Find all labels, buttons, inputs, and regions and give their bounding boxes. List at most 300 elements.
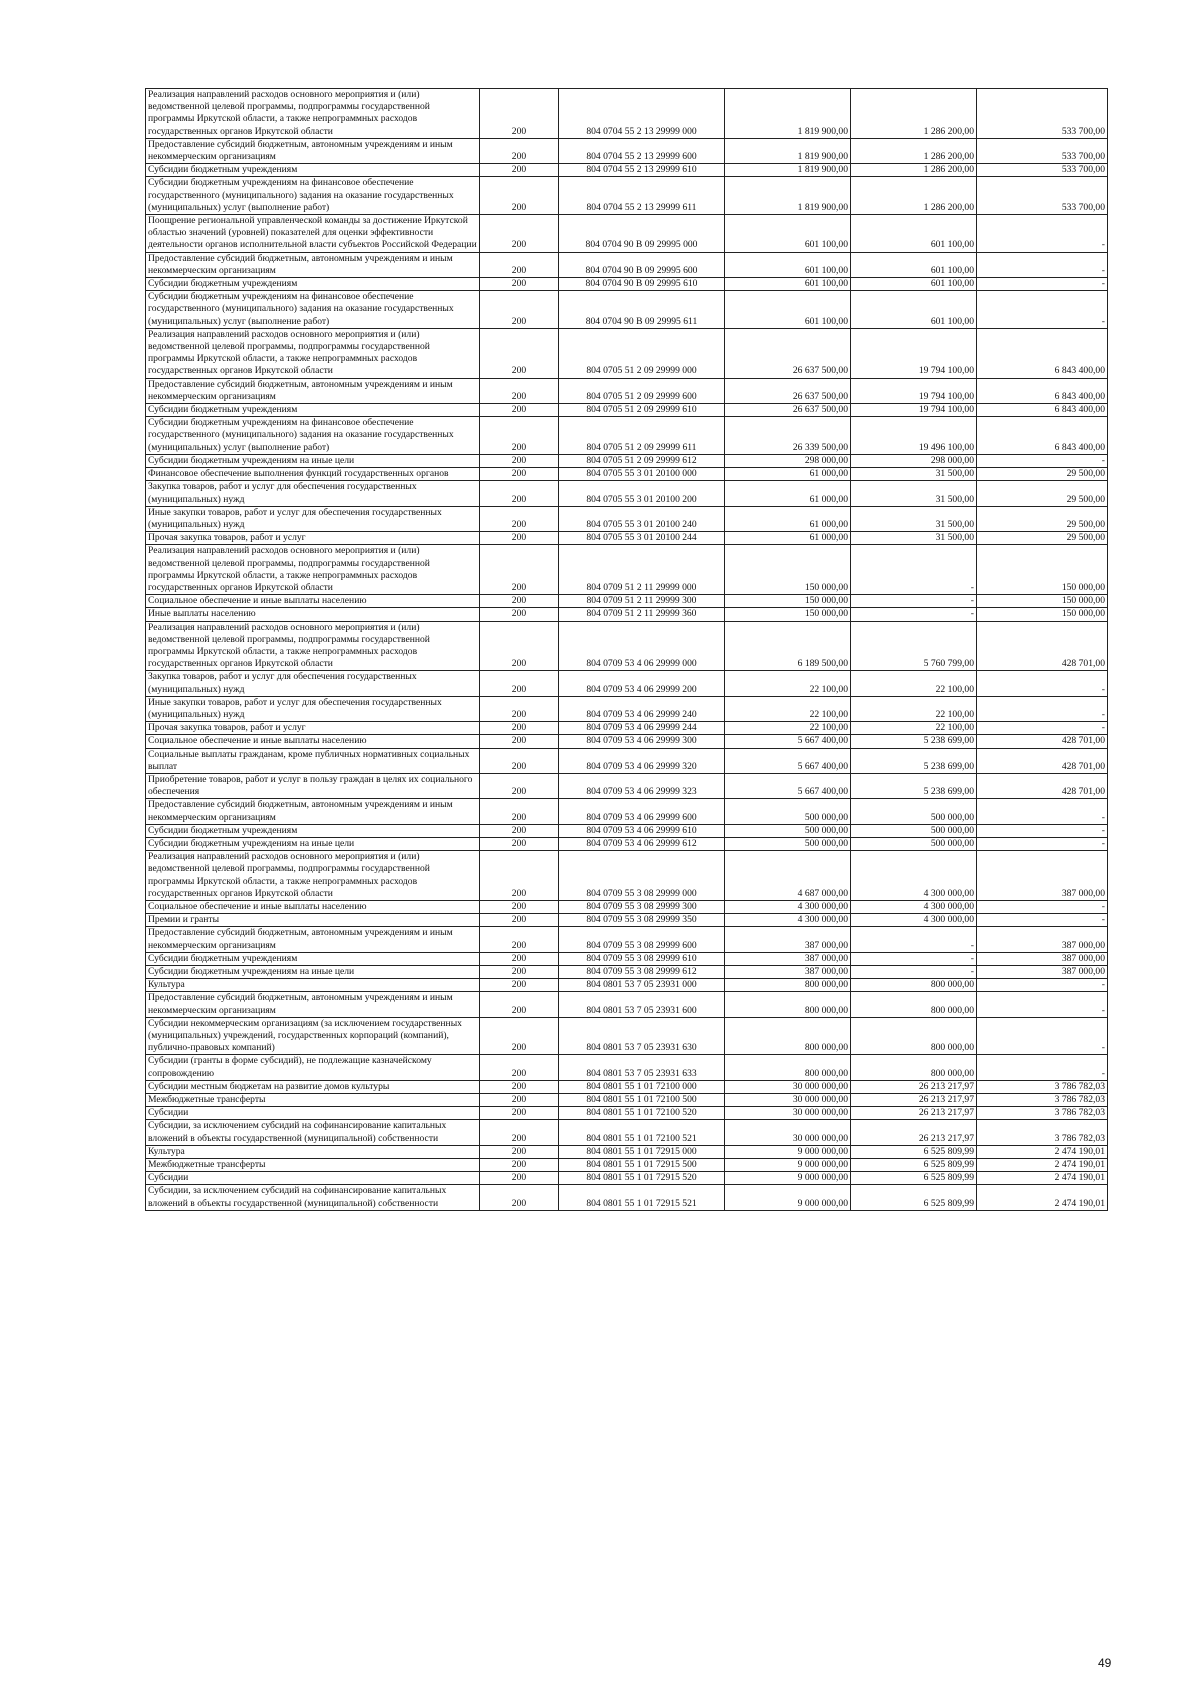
table-row	[146, 89, 1108, 139]
row-amount-total: 30 000 000,00	[725, 1080, 851, 1093]
row-amount-executed: 22 100,00	[851, 696, 977, 721]
row-amount-executed: 19 794 100,00	[851, 378, 977, 403]
row-amount-executed: -	[851, 927, 977, 952]
table-row	[146, 722, 1108, 735]
row-description: Субсидии местным бюджетам на развитие домов культуры	[146, 1080, 480, 1093]
row-amount-total: 9 000 000,00	[725, 1159, 851, 1172]
row-amount-remaining: 29 500,00	[977, 532, 1108, 545]
table-row	[146, 952, 1108, 965]
row-amount-total: 500 000,00	[725, 799, 851, 824]
row-csr-code: 804 0709 53 4 06 29999 200	[559, 671, 725, 696]
row-code: 200	[480, 595, 559, 608]
row-amount-total: 9 000 000,00	[725, 1185, 851, 1210]
row-code: 200	[480, 914, 559, 927]
row-amount-executed: 19 794 100,00	[851, 328, 977, 378]
row-amount-remaining: 29 500,00	[977, 506, 1108, 531]
row-amount-total: 500 000,00	[725, 837, 851, 850]
row-code: 200	[480, 735, 559, 748]
row-amount-total: 26 637 500,00	[725, 328, 851, 378]
table-row	[146, 215, 1108, 253]
row-code: 200	[480, 532, 559, 545]
row-code: 200	[480, 506, 559, 531]
row-amount-executed: 19 794 100,00	[851, 404, 977, 417]
row-code: 200	[480, 378, 559, 403]
row-description: Реализация направлений расходов основного мероприятия и (или) ведомственной целевой программы, подпрограммы государственной программы Иркутской области, а также непрограммных расходов государственных органов Иркутской области	[146, 328, 480, 378]
row-csr-code: 804 0709 53 4 06 29999 240	[559, 696, 725, 721]
row-code: 200	[480, 138, 559, 163]
row-amount-executed: 1 286 200,00	[851, 164, 977, 177]
row-amount-total: 387 000,00	[725, 966, 851, 979]
row-code: 200	[480, 215, 559, 253]
row-description: Социальные выплаты гражданам, кроме публичных нормативных социальных выплат	[146, 748, 480, 773]
row-amount-total: 601 100,00	[725, 278, 851, 291]
row-description: Закупка товаров, работ и услуг для обеспечения государственных (муниципальных) нужд	[146, 481, 480, 506]
row-amount-total: 4 300 000,00	[725, 914, 851, 927]
row-amount-total: 5 667 400,00	[725, 735, 851, 748]
row-amount-total: 22 100,00	[725, 696, 851, 721]
row-description: Реализация направлений расходов основного мероприятия и (или) ведомственной целевой программы, подпрограммы государственной программы Иркутской области, а также непрограммных расходов государственных органов Иркутской области	[146, 851, 480, 901]
row-amount-executed: 22 100,00	[851, 722, 977, 735]
row-csr-code: 804 0801 53 7 05 23931 600	[559, 992, 725, 1017]
row-amount-total: 61 000,00	[725, 532, 851, 545]
row-description: Субсидии	[146, 1172, 480, 1185]
row-code: 200	[480, 979, 559, 992]
table-row	[146, 851, 1108, 901]
row-code: 200	[480, 824, 559, 837]
row-amount-remaining: 6 843 400,00	[977, 404, 1108, 417]
row-code: 200	[480, 291, 559, 329]
row-csr-code: 804 0704 90 В 09 29995 610	[559, 278, 725, 291]
row-description: Культура	[146, 979, 480, 992]
row-amount-remaining: 533 700,00	[977, 138, 1108, 163]
row-amount-remaining: -	[977, 696, 1108, 721]
row-amount-total: 800 000,00	[725, 1055, 851, 1080]
row-amount-remaining: 533 700,00	[977, 177, 1108, 215]
table-row	[146, 1107, 1108, 1120]
row-amount-remaining: -	[977, 1055, 1108, 1080]
row-description: Субсидии бюджетным учреждениям на иные цели	[146, 966, 480, 979]
row-csr-code: 804 0709 55 3 08 29999 610	[559, 952, 725, 965]
row-amount-total: 26 637 500,00	[725, 404, 851, 417]
row-csr-code: 804 0705 55 3 01 20100 240	[559, 506, 725, 531]
row-description: Субсидии бюджетным учреждениям	[146, 952, 480, 965]
row-amount-executed: 31 500,00	[851, 506, 977, 531]
table-row	[146, 454, 1108, 467]
row-description: Реализация направлений расходов основного мероприятия и (или) ведомственной целевой программы, подпрограммы государственной программы Иркутской области, а также непрограммных расходов государственных органов Иркутской области	[146, 89, 480, 139]
table-row	[146, 837, 1108, 850]
row-csr-code: 804 0801 55 1 01 72100 000	[559, 1080, 725, 1093]
row-amount-executed: 601 100,00	[851, 215, 977, 253]
row-amount-executed: -	[851, 966, 977, 979]
row-amount-executed: 500 000,00	[851, 837, 977, 850]
row-amount-remaining: 3 786 782,03	[977, 1120, 1108, 1145]
row-csr-code: 804 0705 51 2 09 29999 611	[559, 417, 725, 455]
table-row	[146, 1017, 1108, 1055]
table-row	[146, 979, 1108, 992]
row-amount-remaining: -	[977, 914, 1108, 927]
row-code: 200	[480, 1120, 559, 1145]
row-amount-executed: 6 525 809,99	[851, 1159, 977, 1172]
row-amount-remaining: -	[977, 722, 1108, 735]
row-amount-total: 387 000,00	[725, 952, 851, 965]
row-description: Субсидии бюджетным учреждениям	[146, 404, 480, 417]
row-amount-total: 4 300 000,00	[725, 901, 851, 914]
row-amount-remaining: -	[977, 799, 1108, 824]
row-amount-remaining: 387 000,00	[977, 927, 1108, 952]
row-csr-code: 804 0801 55 1 01 72100 520	[559, 1107, 725, 1120]
row-amount-remaining: -	[977, 454, 1108, 467]
row-amount-executed: 5 760 799,00	[851, 621, 977, 671]
row-csr-code: 804 0705 55 3 01 20100 244	[559, 532, 725, 545]
row-description: Предоставление субсидий бюджетным, автономным учреждениям и иным некоммерческим организациям	[146, 378, 480, 403]
row-amount-total: 150 000,00	[725, 608, 851, 621]
row-amount-executed: 601 100,00	[851, 291, 977, 329]
row-amount-remaining: 428 701,00	[977, 773, 1108, 798]
row-amount-remaining: 2 474 190,01	[977, 1159, 1108, 1172]
table-row	[146, 992, 1108, 1017]
table-row	[146, 278, 1108, 291]
row-amount-executed: -	[851, 595, 977, 608]
row-amount-remaining: 428 701,00	[977, 735, 1108, 748]
table-row	[146, 532, 1108, 545]
row-amount-remaining: 29 500,00	[977, 468, 1108, 481]
row-csr-code: 804 0705 55 3 01 20100 000	[559, 468, 725, 481]
row-description: Предоставление субсидий бюджетным, автономным учреждениям и иным некоммерческим организациям	[146, 992, 480, 1017]
row-amount-total: 22 100,00	[725, 671, 851, 696]
table-row	[146, 1080, 1108, 1093]
row-amount-remaining: -	[977, 979, 1108, 992]
row-code: 200	[480, 992, 559, 1017]
table-row	[146, 901, 1108, 914]
row-amount-total: 1 819 900,00	[725, 89, 851, 139]
table-row	[146, 927, 1108, 952]
row-amount-total: 601 100,00	[725, 215, 851, 253]
row-amount-total: 150 000,00	[725, 545, 851, 595]
row-amount-remaining: -	[977, 1017, 1108, 1055]
row-amount-executed: 26 213 217,97	[851, 1120, 977, 1145]
row-amount-executed: 601 100,00	[851, 252, 977, 277]
row-code: 200	[480, 252, 559, 277]
row-code: 200	[480, 1055, 559, 1080]
row-description: Культура	[146, 1145, 480, 1158]
row-amount-remaining: 3 786 782,03	[977, 1107, 1108, 1120]
row-code: 200	[480, 481, 559, 506]
row-amount-executed: 31 500,00	[851, 481, 977, 506]
row-amount-total: 61 000,00	[725, 481, 851, 506]
row-amount-total: 1 819 900,00	[725, 164, 851, 177]
row-description: Субсидии, за исключением субсидий на софинансирование капитальных вложений в объекты государственной (муниципальной) собственности	[146, 1120, 480, 1145]
row-csr-code: 804 0709 55 3 08 29999 000	[559, 851, 725, 901]
table-row	[146, 595, 1108, 608]
row-amount-executed: 5 238 699,00	[851, 735, 977, 748]
row-amount-remaining: -	[977, 291, 1108, 329]
row-description: Субсидии	[146, 1107, 480, 1120]
row-amount-remaining: 150 000,00	[977, 545, 1108, 595]
row-amount-executed: 1 286 200,00	[851, 138, 977, 163]
row-amount-executed: 26 213 217,97	[851, 1107, 977, 1120]
table-row	[146, 799, 1108, 824]
row-csr-code: 804 0709 51 2 11 29999 300	[559, 595, 725, 608]
row-code: 200	[480, 1094, 559, 1107]
row-code: 200	[480, 1107, 559, 1120]
row-amount-remaining: 150 000,00	[977, 595, 1108, 608]
row-amount-remaining: 3 786 782,03	[977, 1094, 1108, 1107]
row-amount-remaining: 6 843 400,00	[977, 378, 1108, 403]
table-row	[146, 1185, 1108, 1210]
row-amount-remaining: 2 474 190,01	[977, 1172, 1108, 1185]
row-amount-total: 150 000,00	[725, 595, 851, 608]
row-description: Субсидии бюджетным учреждениям на финансовое обеспечение государственного (муниципального) задания на оказание государственных (муниципальных) услуг (выполнение работ)	[146, 291, 480, 329]
row-amount-executed: 5 238 699,00	[851, 773, 977, 798]
row-amount-executed: 298 000,00	[851, 454, 977, 467]
table-row	[146, 608, 1108, 621]
row-code: 200	[480, 417, 559, 455]
row-amount-remaining: -	[977, 901, 1108, 914]
row-amount-remaining: 387 000,00	[977, 966, 1108, 979]
row-amount-remaining: 6 843 400,00	[977, 328, 1108, 378]
row-description: Предоставление субсидий бюджетным, автономным учреждениям и иным некоммерческим организациям	[146, 138, 480, 163]
row-description: Реализация направлений расходов основного мероприятия и (или) ведомственной целевой программы, подпрограммы государственной программы Иркутской области, а также непрограммных расходов государственных органов Иркутской области	[146, 621, 480, 671]
row-csr-code: 804 0704 90 В 09 29995 000	[559, 215, 725, 253]
row-code: 200	[480, 837, 559, 850]
row-code: 200	[480, 901, 559, 914]
row-amount-executed: 5 238 699,00	[851, 748, 977, 773]
row-description: Прочая закупка товаров, работ и услуг	[146, 532, 480, 545]
row-amount-total: 5 667 400,00	[725, 773, 851, 798]
row-description: Закупка товаров, работ и услуг для обеспечения государственных (муниципальных) нужд	[146, 671, 480, 696]
row-csr-code: 804 0705 51 2 09 29999 610	[559, 404, 725, 417]
table-row	[146, 506, 1108, 531]
row-amount-executed: 800 000,00	[851, 1017, 977, 1055]
row-amount-executed: 500 000,00	[851, 824, 977, 837]
row-csr-code: 804 0801 55 1 01 72100 521	[559, 1120, 725, 1145]
row-code: 200	[480, 545, 559, 595]
row-csr-code: 804 0709 53 4 06 29999 300	[559, 735, 725, 748]
table-row	[146, 1159, 1108, 1172]
row-amount-remaining: 387 000,00	[977, 952, 1108, 965]
row-csr-code: 804 0709 53 4 06 29999 610	[559, 824, 725, 837]
row-amount-executed: 500 000,00	[851, 799, 977, 824]
row-amount-remaining: 428 701,00	[977, 748, 1108, 773]
row-code: 200	[480, 927, 559, 952]
row-description: Субсидии бюджетным учреждениям на иные цели	[146, 837, 480, 850]
row-amount-remaining: 533 700,00	[977, 89, 1108, 139]
row-code: 200	[480, 404, 559, 417]
row-code: 200	[480, 89, 559, 139]
row-amount-remaining: -	[977, 671, 1108, 696]
row-amount-total: 800 000,00	[725, 992, 851, 1017]
row-csr-code: 804 0705 51 2 09 29999 600	[559, 378, 725, 403]
row-description: Иные закупки товаров, работ и услуг для обеспечения государственных (муниципальных) нужд	[146, 696, 480, 721]
row-description: Предоставление субсидий бюджетным, автономным учреждениям и иным некоммерческим организациям	[146, 252, 480, 277]
table-row	[146, 621, 1108, 671]
row-description: Социальное обеспечение и иные выплаты населению	[146, 735, 480, 748]
row-amount-total: 26 637 500,00	[725, 378, 851, 403]
table-row	[146, 748, 1108, 773]
row-amount-total: 9 000 000,00	[725, 1172, 851, 1185]
row-amount-remaining: 150 000,00	[977, 608, 1108, 621]
row-amount-remaining: 2 474 190,01	[977, 1185, 1108, 1210]
row-description: Субсидии бюджетным учреждениям	[146, 824, 480, 837]
table-row	[146, 773, 1108, 798]
row-csr-code: 804 0704 55 2 13 29999 600	[559, 138, 725, 163]
table-row	[146, 671, 1108, 696]
row-code: 200	[480, 851, 559, 901]
row-amount-total: 22 100,00	[725, 722, 851, 735]
row-csr-code: 804 0709 51 2 11 29999 360	[559, 608, 725, 621]
table-row	[146, 177, 1108, 215]
table-row	[146, 966, 1108, 979]
row-csr-code: 804 0709 53 4 06 29999 244	[559, 722, 725, 735]
row-amount-total: 9 000 000,00	[725, 1145, 851, 1158]
row-amount-total: 61 000,00	[725, 468, 851, 481]
row-amount-executed: 800 000,00	[851, 992, 977, 1017]
row-amount-remaining: 2 474 190,01	[977, 1145, 1108, 1158]
row-csr-code: 804 0704 55 2 13 29999 610	[559, 164, 725, 177]
row-csr-code: 804 0801 55 1 01 72915 000	[559, 1145, 725, 1158]
row-amount-remaining: 29 500,00	[977, 481, 1108, 506]
row-amount-executed: 1 286 200,00	[851, 177, 977, 215]
row-csr-code: 804 0709 53 4 06 29999 612	[559, 837, 725, 850]
row-description: Межбюджетные трансферты	[146, 1159, 480, 1172]
row-csr-code: 804 0801 53 7 05 23931 000	[559, 979, 725, 992]
row-code: 200	[480, 608, 559, 621]
row-amount-total: 387 000,00	[725, 927, 851, 952]
row-amount-total: 61 000,00	[725, 506, 851, 531]
row-csr-code: 804 0801 53 7 05 23931 633	[559, 1055, 725, 1080]
row-description: Иные выплаты населению	[146, 608, 480, 621]
row-amount-remaining: -	[977, 837, 1108, 850]
row-amount-executed: -	[851, 545, 977, 595]
table-row	[146, 1094, 1108, 1107]
row-amount-total: 30 000 000,00	[725, 1094, 851, 1107]
row-code: 200	[480, 177, 559, 215]
table-row	[146, 1120, 1108, 1145]
row-csr-code: 804 0705 51 2 09 29999 612	[559, 454, 725, 467]
row-csr-code: 804 0709 53 4 06 29999 320	[559, 748, 725, 773]
table-row	[146, 696, 1108, 721]
row-amount-executed: 6 525 809,99	[851, 1145, 977, 1158]
table-row	[146, 735, 1108, 748]
row-amount-executed: 19 496 100,00	[851, 417, 977, 455]
row-csr-code: 804 0709 53 4 06 29999 323	[559, 773, 725, 798]
table-row	[146, 404, 1108, 417]
row-amount-total: 800 000,00	[725, 979, 851, 992]
budget-table	[145, 88, 1108, 1211]
table-row	[146, 328, 1108, 378]
row-amount-total: 1 819 900,00	[725, 177, 851, 215]
row-csr-code: 804 0801 53 7 05 23931 630	[559, 1017, 725, 1055]
row-code: 200	[480, 1080, 559, 1093]
row-code: 200	[480, 1172, 559, 1185]
row-code: 200	[480, 696, 559, 721]
table-row	[146, 417, 1108, 455]
row-amount-executed: -	[851, 952, 977, 965]
row-csr-code: 804 0709 53 4 06 29999 600	[559, 799, 725, 824]
row-amount-total: 500 000,00	[725, 824, 851, 837]
table-row	[146, 1055, 1108, 1080]
row-amount-total: 298 000,00	[725, 454, 851, 467]
row-code: 200	[480, 773, 559, 798]
row-code: 200	[480, 799, 559, 824]
row-amount-total: 800 000,00	[725, 1017, 851, 1055]
row-description: Субсидии, за исключением субсидий на софинансирование капитальных вложений в объекты государственной (муниципальной) собственности	[146, 1185, 480, 1210]
row-csr-code: 804 0704 90 В 09 29995 611	[559, 291, 725, 329]
row-code: 200	[480, 164, 559, 177]
row-description: Субсидии бюджетным учреждениям на финансовое обеспечение государственного (муниципального) задания на оказание государственных (муниципальных) услуг (выполнение работ)	[146, 417, 480, 455]
table-row	[146, 1145, 1108, 1158]
row-amount-executed: 31 500,00	[851, 532, 977, 545]
row-csr-code: 804 0704 55 2 13 29999 611	[559, 177, 725, 215]
row-amount-executed: 4 300 000,00	[851, 914, 977, 927]
row-description: Прочая закупка товаров, работ и услуг	[146, 722, 480, 735]
table-row	[146, 824, 1108, 837]
row-description: Межбюджетные трансферты	[146, 1094, 480, 1107]
table-row	[146, 138, 1108, 163]
row-amount-remaining: 387 000,00	[977, 851, 1108, 901]
row-amount-remaining: -	[977, 824, 1108, 837]
row-code: 200	[480, 1145, 559, 1158]
row-description: Финансовое обеспечение выполнения функций государственных органов	[146, 468, 480, 481]
row-csr-code: 804 0704 55 2 13 29999 000	[559, 89, 725, 139]
row-amount-executed: 26 213 217,97	[851, 1080, 977, 1093]
row-description: Приобретение товаров, работ и услуг в пользу граждан в целях их социального обеспечения	[146, 773, 480, 798]
table-row	[146, 252, 1108, 277]
row-amount-remaining: 533 700,00	[977, 164, 1108, 177]
row-code: 200	[480, 748, 559, 773]
row-amount-executed: 601 100,00	[851, 278, 977, 291]
row-description: Премии и гранты	[146, 914, 480, 927]
row-amount-remaining: -	[977, 992, 1108, 1017]
row-code: 200	[480, 952, 559, 965]
row-description: Предоставление субсидий бюджетным, автономным учреждениям и иным некоммерческим организациям	[146, 799, 480, 824]
row-amount-total: 4 687 000,00	[725, 851, 851, 901]
row-csr-code: 804 0801 55 1 01 72915 520	[559, 1172, 725, 1185]
row-csr-code: 804 0709 55 3 08 29999 600	[559, 927, 725, 952]
row-amount-total: 1 819 900,00	[725, 138, 851, 163]
row-csr-code: 804 0709 55 3 08 29999 300	[559, 901, 725, 914]
row-amount-executed: 6 525 809,99	[851, 1185, 977, 1210]
row-description: Социальное обеспечение и иные выплаты населению	[146, 901, 480, 914]
row-amount-executed: 22 100,00	[851, 671, 977, 696]
table-row	[146, 481, 1108, 506]
table-row	[146, 378, 1108, 403]
row-amount-executed: -	[851, 608, 977, 621]
row-amount-executed: 4 300 000,00	[851, 901, 977, 914]
row-amount-remaining: 6 843 400,00	[977, 417, 1108, 455]
row-amount-total: 6 189 500,00	[725, 621, 851, 671]
row-description: Субсидии бюджетным учреждениям на иные цели	[146, 454, 480, 467]
row-code: 200	[480, 1185, 559, 1210]
row-csr-code: 804 0801 55 1 01 72100 500	[559, 1094, 725, 1107]
row-amount-total: 30 000 000,00	[725, 1107, 851, 1120]
row-description: Предоставление субсидий бюджетным, автономным учреждениям и иным некоммерческим организациям	[146, 927, 480, 952]
row-code: 200	[480, 966, 559, 979]
row-amount-total: 601 100,00	[725, 291, 851, 329]
row-amount-total: 30 000 000,00	[725, 1120, 851, 1145]
row-amount-total: 26 339 500,00	[725, 417, 851, 455]
row-code: 200	[480, 1159, 559, 1172]
row-description: Поощрение региональной управленческой команды за достижение Иркутской областью значений (уровней) показателей для оценки эффективности деятельности органов исполнительной власти субъектов Российской Федерации	[146, 215, 480, 253]
row-amount-remaining: -	[977, 252, 1108, 277]
row-csr-code: 804 0801 55 1 01 72915 521	[559, 1185, 725, 1210]
row-amount-total: 601 100,00	[725, 252, 851, 277]
row-amount-executed: 26 213 217,97	[851, 1094, 977, 1107]
row-amount-executed: 4 300 000,00	[851, 851, 977, 901]
row-description: Субсидии некоммерческим организациям (за исключением государственных (муниципальных) учреждений, государственных корпораций (компаний), публично-правовых компаний)	[146, 1017, 480, 1055]
row-amount-executed: 800 000,00	[851, 979, 977, 992]
row-code: 200	[480, 328, 559, 378]
